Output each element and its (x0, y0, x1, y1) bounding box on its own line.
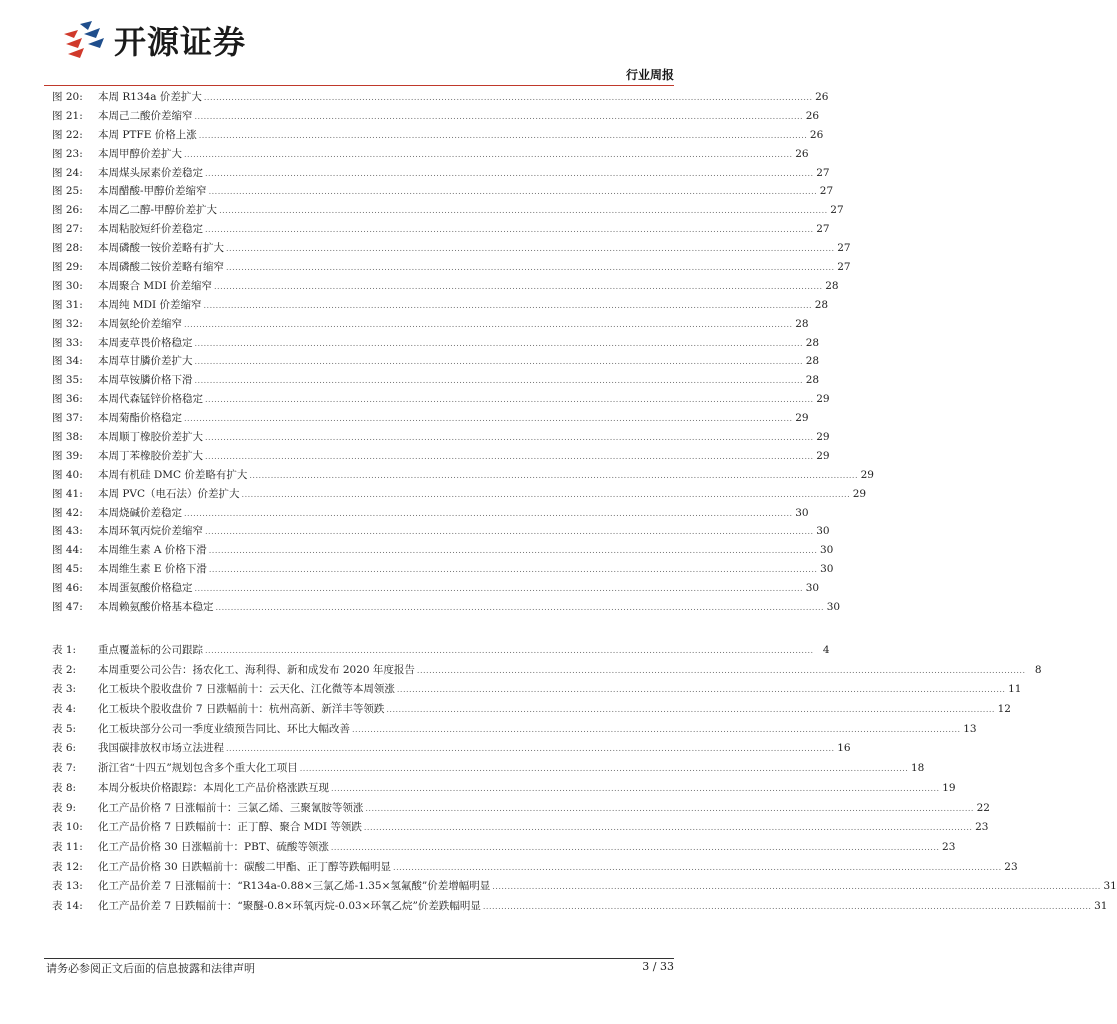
figure-page: 26 (805, 109, 820, 122)
figure-page: 27 (837, 261, 851, 274)
figure-label: 图 24: (52, 166, 83, 179)
table-page: 18 (910, 762, 925, 775)
figure-title: 本周草铵膦价格下滑 (98, 374, 193, 387)
figure-page: 27 (830, 204, 844, 217)
table-label: 表 10: (52, 821, 83, 834)
table-title: 化工产品价格 30 日跌幅前十：碳酸二甲酯、正丁醇等跌幅明显 (98, 860, 392, 873)
dot-leader: ........................................................................................................................................................................................................ (219, 206, 828, 216)
figure-title: 本周赖氨酸价格基本稳定 (98, 601, 214, 614)
figure-label: 图 33: (52, 336, 83, 349)
dot-leader: ........................................................................................................................................................................................................ (330, 842, 940, 852)
figure-title: 本周醋酸-甲醇价差缩窄 (98, 185, 207, 198)
table-title: 化工产品价差 7 日涨幅前十：“R134a-0.88×三氯乙烯-1.35×氢氟酸”价差增幅明显 (98, 880, 491, 893)
figure-page: 29 (852, 487, 867, 500)
table-title: 化工产品价格 7 日跌幅前十：正丁醇、聚合 MDI 等领跌 (98, 821, 362, 834)
table-page: 22 (976, 801, 990, 814)
dot-leader: ........................................................................................................................................................................................................ (386, 705, 995, 715)
dot-leader: ........................................................................................................................................................................................................ (205, 168, 814, 178)
dot-leader: ........................................................................................................................................................................................................ (194, 357, 804, 367)
figure-label: 图 21: (52, 109, 83, 122)
dot-leader: ........................................................................................................................................................................................................ (365, 803, 974, 813)
dot-leader: ........................................................................................................................................................................................................ (194, 584, 804, 594)
figure-title: 本周草甘膦价差扩大 (98, 355, 193, 368)
figure-entry[interactable] (52, 353, 820, 372)
page-number: 3 / 33 (642, 960, 674, 973)
figure-label: 图 22: (52, 128, 83, 141)
dot-leader: ........................................................................................................................................................................................................ (205, 395, 814, 405)
figure-entry[interactable] (52, 467, 874, 486)
table-label: 表 7: (52, 762, 77, 775)
dot-leader: ........................................................................................................................................................................................................ (203, 300, 813, 310)
table-title: 化工板块个股收盘价 7 日涨幅前十：云天化、江化微等本周领涨 (98, 683, 395, 696)
figure-label: 图 39: (52, 449, 83, 462)
figure-list (52, 89, 874, 618)
dot-leader: ........................................................................................................................................................................................................ (205, 433, 814, 443)
table-entry[interactable] (52, 760, 925, 780)
figure-page: 30 (816, 525, 830, 538)
dot-leader: ........................................................................................................................................................................................................ (208, 546, 818, 556)
dot-leader: ........................................................................................................................................................................................................ (205, 646, 814, 655)
figure-title: 本周 PTFE 价格上涨 (98, 128, 197, 141)
figure-label: 图 25: (52, 185, 83, 198)
table-title: 化工产品价差 7 日跌幅前十：“聚醚-0.8×环氧丙烷-0.03×环氧乙烷”价差跌幅明显 (98, 899, 481, 912)
table-page: 23 (975, 821, 989, 834)
dot-leader: ........................................................................................................................................................................................................ (363, 823, 973, 833)
figure-label: 图 20: (52, 91, 83, 103)
figure-entry[interactable] (52, 561, 834, 580)
dot-leader: ........................................................................................................................................................................................................ (331, 783, 940, 793)
figure-label: 图 34: (52, 355, 83, 368)
figure-title: 本周磷酸二铵价差略有缩窄 (98, 261, 224, 274)
dot-leader: ........................................................................................................................................................................................................ (184, 149, 793, 159)
dot-leader: ........................................................................................................................................................................................................ (215, 603, 825, 613)
figure-page: 28 (814, 298, 829, 311)
table-label: 表 8: (52, 781, 77, 794)
figure-label: 图 23: (52, 147, 83, 160)
figure-title: 本周聚合 MDI 价差缩窄 (98, 279, 212, 292)
header-divider (44, 85, 674, 86)
figure-entry[interactable] (52, 523, 830, 542)
table-page: 11 (1008, 683, 1022, 696)
table-entry[interactable] (52, 878, 1117, 898)
figure-page: 27 (816, 223, 830, 236)
table-label: 表 14: (52, 899, 83, 912)
table-title: 浙江省“十四五”规划包含多个重大化工项目 (98, 762, 298, 775)
table-title: 本周分板块价格跟踪：本周化工产品价格涨跌互现 (98, 781, 329, 794)
table-entry[interactable] (52, 780, 956, 800)
figure-entry[interactable] (52, 448, 830, 467)
figure-title: 本周乙二醇-甲醇价差扩大 (98, 204, 218, 217)
figure-entry[interactable] (52, 372, 820, 391)
figure-entry[interactable] (52, 410, 809, 429)
table-entry[interactable] (52, 721, 977, 741)
figure-page: 29 (795, 412, 809, 425)
figure-entry[interactable] (52, 240, 851, 259)
figure-title: 本周麦草畏价格稳定 (98, 336, 193, 349)
figure-page: 30 (826, 601, 841, 614)
dot-leader: ........................................................................................................................................................................................................ (208, 565, 818, 575)
figure-label: 图 46: (52, 582, 83, 595)
figure-page: 27 (819, 185, 834, 198)
figure-label: 图 37: (52, 412, 83, 425)
table-title: 化工产品价格 30 日涨幅前十：PBT、硫酸等领涨 (98, 840, 329, 853)
brand-logo (62, 20, 246, 60)
dot-leader: ........................................................................................................................................................................................................ (208, 187, 818, 197)
dot-leader: ........................................................................................................................................................................................................ (226, 744, 835, 754)
table-entry[interactable] (52, 800, 990, 820)
figure-label: 图 36: (52, 393, 83, 406)
figure-entry[interactable] (52, 486, 867, 505)
dot-leader: ........................................................................................................................................................................................................ (184, 508, 793, 518)
figure-label: 图 30: (52, 279, 83, 292)
table-label: 表 4: (52, 703, 77, 716)
figure-label: 图 42: (52, 506, 83, 519)
figure-entry[interactable] (52, 202, 844, 221)
table-page: 23 (942, 840, 956, 853)
table-entry[interactable] (52, 642, 830, 662)
table-entry[interactable] (52, 740, 851, 760)
figure-page: 28 (805, 374, 820, 387)
page-header (0, 0, 724, 92)
table-page: 8 (1034, 663, 1042, 676)
figure-page: 29 (816, 449, 830, 462)
figure-label: 图 35: (52, 374, 83, 387)
figure-title: 本周氨纶价差缩窄 (98, 317, 182, 330)
table-label: 表 13: (52, 880, 83, 893)
table-label: 表 12: (52, 860, 83, 873)
dot-leader: ........................................................................................................................................................................................................ (299, 764, 909, 774)
figure-entry[interactable] (52, 146, 809, 165)
logo-icon (62, 20, 108, 60)
table-title: 化工产品价格 7 日涨幅前十：三氯乙烯、三聚氰胺等领涨 (98, 801, 364, 814)
figure-entry[interactable] (52, 580, 820, 599)
table-title: 本周重要公司公告：扬农化工、海利得、新和成发布 2020 年度报告 (98, 663, 415, 676)
figure-page: 30 (805, 582, 820, 595)
table-page: 4 (822, 644, 830, 656)
footer-divider (44, 958, 674, 959)
table-title: 重点覆盖标的公司跟踪 (98, 644, 203, 656)
table-entry[interactable] (52, 859, 1018, 879)
figure-page: 26 (809, 128, 824, 141)
dot-leader: ........................................................................................................................................................................................................ (352, 724, 961, 734)
figure-entry[interactable] (52, 505, 809, 524)
figure-entry[interactable] (52, 89, 829, 108)
figure-entry[interactable] (52, 542, 834, 561)
table-label: 表 1: (52, 644, 77, 656)
figure-entry[interactable] (52, 108, 820, 127)
figure-page: 30 (795, 506, 809, 519)
figure-page: 28 (805, 355, 820, 368)
figure-entry[interactable] (52, 391, 830, 410)
figure-page: 29 (860, 468, 874, 481)
figure-page: 30 (819, 544, 834, 557)
figure-title: 本周代森锰锌价格稳定 (98, 393, 203, 406)
figure-label: 图 41: (52, 487, 83, 500)
table-entry[interactable] (52, 839, 956, 859)
figure-label: 图 44: (52, 544, 83, 557)
figure-title: 本周维生素 E 价格下滑 (98, 563, 207, 576)
figure-label: 图 38: (52, 431, 83, 444)
figure-title: 本周 PVC（电石法）价差扩大 (98, 487, 240, 500)
dot-leader: ........................................................................................................................................................................................................ (184, 414, 793, 424)
table-title: 我国碳排放权市场立法进程 (98, 742, 224, 755)
dot-leader: ........................................................................................................................................................................................................ (205, 451, 814, 461)
table-page: 16 (837, 742, 851, 755)
figure-title: 本周顺丁橡胶价差扩大 (98, 431, 203, 444)
brand-name: 开源证券 (114, 23, 247, 61)
dot-leader: ........................................................................................................................................................................................................ (226, 244, 835, 254)
figure-entry[interactable] (52, 183, 834, 202)
figure-label: 图 29: (52, 261, 83, 274)
table-label: 表 9: (52, 801, 77, 814)
table-page: 23 (1004, 860, 1018, 873)
figure-entry[interactable] (52, 297, 829, 316)
table-list (52, 642, 1117, 918)
table-entry[interactable] (52, 819, 989, 839)
table-entry[interactable] (52, 701, 1011, 721)
figure-entry[interactable] (52, 316, 809, 335)
dot-leader: ........................................................................................................................................................................................................ (203, 93, 813, 102)
figure-page: 28 (795, 317, 809, 330)
figure-entry[interactable] (52, 335, 820, 354)
figure-label: 图 40: (52, 468, 83, 481)
figure-entry[interactable] (52, 165, 830, 184)
figure-title: 本周纯 MDI 价差缩窄 (98, 298, 202, 311)
figure-title: 本周磷酸一铵价差略有扩大 (98, 242, 224, 255)
dot-leader: ........................................................................................................................................................................................................ (396, 685, 1006, 695)
dot-leader: ........................................................................................................................................................................................................ (194, 376, 804, 386)
table-label: 表 5: (52, 722, 77, 735)
table-entry[interactable] (52, 681, 1022, 701)
figure-label: 图 31: (52, 298, 83, 311)
figure-title: 本周有机硅 DMC 价差略有扩大 (98, 468, 248, 481)
figure-label: 图 45: (52, 563, 83, 576)
figure-entry[interactable] (52, 259, 851, 278)
dot-leader: ........................................................................................................................................................................................................ (226, 263, 835, 273)
table-entry[interactable] (52, 898, 1108, 918)
figure-label: 图 43: (52, 525, 83, 538)
dot-leader: ........................................................................................................................................................................................................ (194, 111, 804, 121)
dot-leader: ........................................................................................................................................................................................................ (198, 130, 808, 140)
figure-label: 图 27: (52, 223, 83, 236)
figure-title: 本周维生素 A 价格下滑 (98, 544, 207, 557)
figure-title: 本周甲醇价差扩大 (98, 147, 182, 160)
dot-leader: ........................................................................................................................................................................................................ (393, 862, 1002, 872)
dot-leader: ........................................................................................................................................................................................................ (184, 319, 793, 329)
table-label: 表 3: (52, 683, 77, 696)
dot-leader: ........................................................................................................................................................................................................ (492, 882, 1101, 892)
figure-page: 30 (820, 563, 834, 576)
table-title: 化工板块部分公司一季度业绩预告同比、环比大幅改善 (98, 722, 350, 735)
dot-leader: ........................................................................................................................................................................................................ (241, 489, 851, 499)
figure-label: 图 28: (52, 242, 83, 255)
figure-title: 本周己二酸价差缩窄 (98, 109, 193, 122)
figure-page: 28 (825, 279, 839, 292)
figure-page: 29 (816, 431, 830, 444)
figure-entry[interactable] (52, 127, 824, 146)
dot-leader: ........................................................................................................................................................................................................ (249, 470, 858, 480)
figure-entry[interactable] (52, 429, 830, 448)
figure-label: 图 47: (52, 601, 83, 614)
figure-page: 26 (795, 147, 809, 160)
figure-entry[interactable] (52, 221, 830, 240)
figure-title: 本周丁苯橡胶价差扩大 (98, 449, 203, 462)
table-page: 12 (997, 703, 1011, 716)
figure-title: 本周煤头尿素价差稳定 (98, 166, 203, 179)
table-page: 13 (963, 722, 977, 735)
figure-title: 本周菊酯价格稳定 (98, 412, 182, 425)
table-entry[interactable] (52, 662, 1042, 682)
footer-disclaimer: 请务必参阅正文后面的信息披露和法律声明 (46, 962, 255, 975)
table-label: 表 6: (52, 742, 77, 755)
dot-leader: ........................................................................................................................................................................................................ (482, 901, 1092, 911)
figure-page: 26 (815, 91, 829, 103)
figure-page: 27 (837, 242, 851, 255)
dot-leader: ........................................................................................................................................................................................................ (205, 225, 814, 235)
figure-title: 本周烧碱价差稳定 (98, 506, 182, 519)
figure-entry[interactable] (52, 599, 841, 618)
dot-leader: ........................................................................................................................................................................................................ (416, 665, 1026, 675)
figure-title: 本周粘胶短纤价差稳定 (98, 223, 203, 236)
table-title: 化工板块个股收盘价 7 日跌幅前十：杭州高新、新洋丰等领跌 (98, 703, 385, 716)
figure-page: 29 (816, 393, 830, 406)
document-type: 行业周报 (625, 68, 674, 82)
figure-label: 图 26: (52, 204, 83, 217)
figure-entry[interactable] (52, 278, 839, 297)
figure-label: 图 32: (52, 317, 83, 330)
table-label: 表 2: (52, 663, 77, 676)
figure-page: 27 (816, 166, 830, 179)
table-page: 19 (942, 781, 956, 794)
dot-leader: ........................................................................................................................................................................................................ (205, 527, 814, 537)
dot-leader: ........................................................................................................................................................................................................ (194, 338, 804, 348)
figure-page: 28 (805, 336, 820, 349)
figure-title: 本周 R134a 价差扩大 (98, 91, 202, 103)
figure-title: 本周蛋氨酸价格稳定 (98, 582, 193, 595)
table-page: 31 (1094, 899, 1108, 912)
table-page: 31 (1103, 880, 1117, 893)
table-label: 表 11: (52, 840, 83, 853)
dot-leader: ........................................................................................................................................................................................................ (214, 281, 823, 291)
figure-title: 本周环氧丙烷价差缩窄 (98, 525, 203, 538)
